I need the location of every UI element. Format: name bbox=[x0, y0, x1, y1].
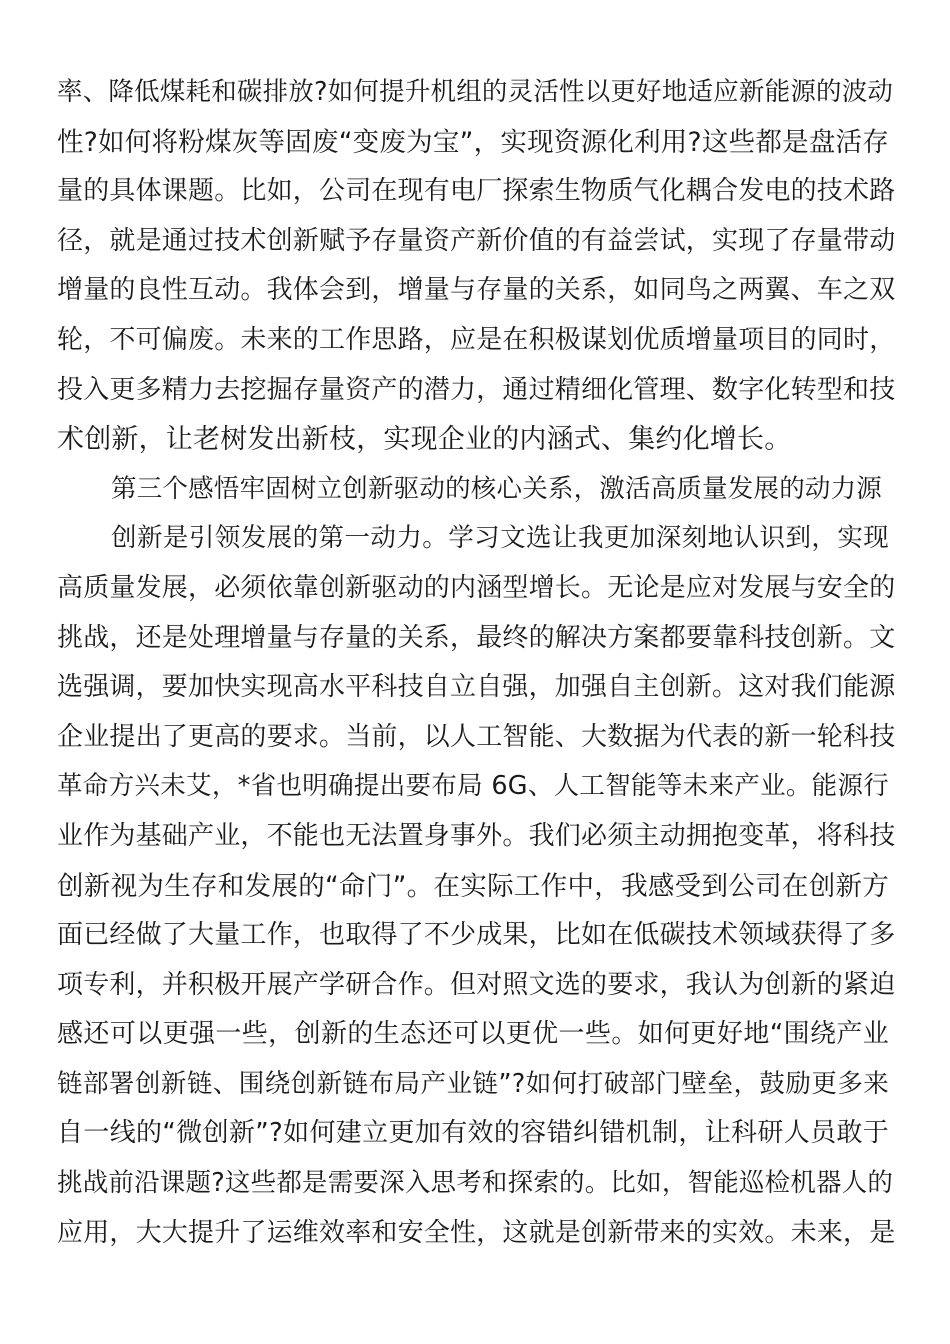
text-line-13: 选强调，要加快实现高水平科技自立自强，加强自主创新。这对我们能源 bbox=[57, 672, 896, 703]
text-line-19: 项专利，并积极开展产学研合作。但对照文选的要求，我认为创新的紧迫 bbox=[57, 969, 896, 1000]
text-line-24: 应用，大大提升了运维效率和安全性，这就是创新带来的实效。未来，是 bbox=[57, 1217, 896, 1248]
text-line-02: 性?如何将粉煤灰等固废“变废为宝”，实现资源化利用?这些都是盘活存 bbox=[57, 126, 889, 158]
text-line-07: 投入更多精力去挖掘存量资产的潜力，通过精细化管理、数字化转型和技 bbox=[57, 374, 896, 405]
section-heading: 第三个感悟牢固树立创新驱动的核心关系，激活高质量发展的动力源 bbox=[111, 473, 883, 504]
text-line-18: 面已经做了大量工作，也取得了不少成果，比如在低碳技术领域获得了多 bbox=[57, 920, 896, 951]
text-line-06: 轮，不可偏废。未来的工作思路，应是在积极谋划优质增量项目的同时， bbox=[57, 324, 896, 355]
text-line-21: 链部署创新链、围绕创新链布局产业链”?如何打破部门壁垒，鼓励更多来 bbox=[57, 1068, 889, 1099]
text-line-16: 业作为基础产业，不能也无法置身事外。我们必须主动拥抱变革，将科技 bbox=[57, 820, 896, 851]
text-line-23: 挑战前沿课题?这些都是需要深入思考和探索的。比如，智能巡检机器人的 bbox=[57, 1168, 894, 1199]
text-line-10: 创新是引领发展的第一动力。学习文选让我更加深刻地认识到，实现 bbox=[111, 523, 889, 554]
text-line-22: 自一线的“微创新”?如何建立更加有效的容错纠错机制，让科研人员敢于 bbox=[57, 1118, 889, 1149]
text-line-14: 企业提出了更高的要求。当前，以人工智能、大数据为代表的新一轮科技 bbox=[57, 721, 896, 752]
text-line-08: 术创新，让老树发出新枝，实现企业的内涵式、集约化增长。 bbox=[57, 424, 792, 456]
text-line-15: 革命方兴未艾，*省也明确提出要布局 6G、人工智能等未来产业。能源行 bbox=[57, 771, 889, 802]
text-line-20: 感还可以更强一些，创新的生态还可以更优一些。如何更好地“围绕产业 bbox=[57, 1019, 889, 1050]
text-line-04: 径，就是通过技术创新赋予存量资产新价值的有益尝试，实现了存量带动 bbox=[57, 225, 896, 256]
text-line-05: 增量的良性互动。我体会到，增量与存量的关系，如同鸟之两翼、车之双 bbox=[57, 275, 896, 306]
text-line-01: 率、降低煤耗和碳排放?如何提升机组的灵活性以更好地适应新能源的波动 bbox=[57, 77, 894, 107]
text-line-17: 创新视为生存和发展的“命门”。在实际工作中，我感受到公司在创新方 bbox=[57, 870, 889, 902]
text-line-12: 挑战，还是处理增量与存量的关系，最终的解决方案都要靠科技创新。文 bbox=[57, 622, 896, 653]
text-line-03: 量的具体课题。比如，公司在现有电厂探索生物质气化耦合发电的技术路 bbox=[57, 176, 896, 207]
text-line-11: 高质量发展，必须依靠创新驱动的内涵型增长。无论是应对发展与安全的 bbox=[57, 572, 896, 603]
document-page bbox=[57, 68, 896, 1258]
